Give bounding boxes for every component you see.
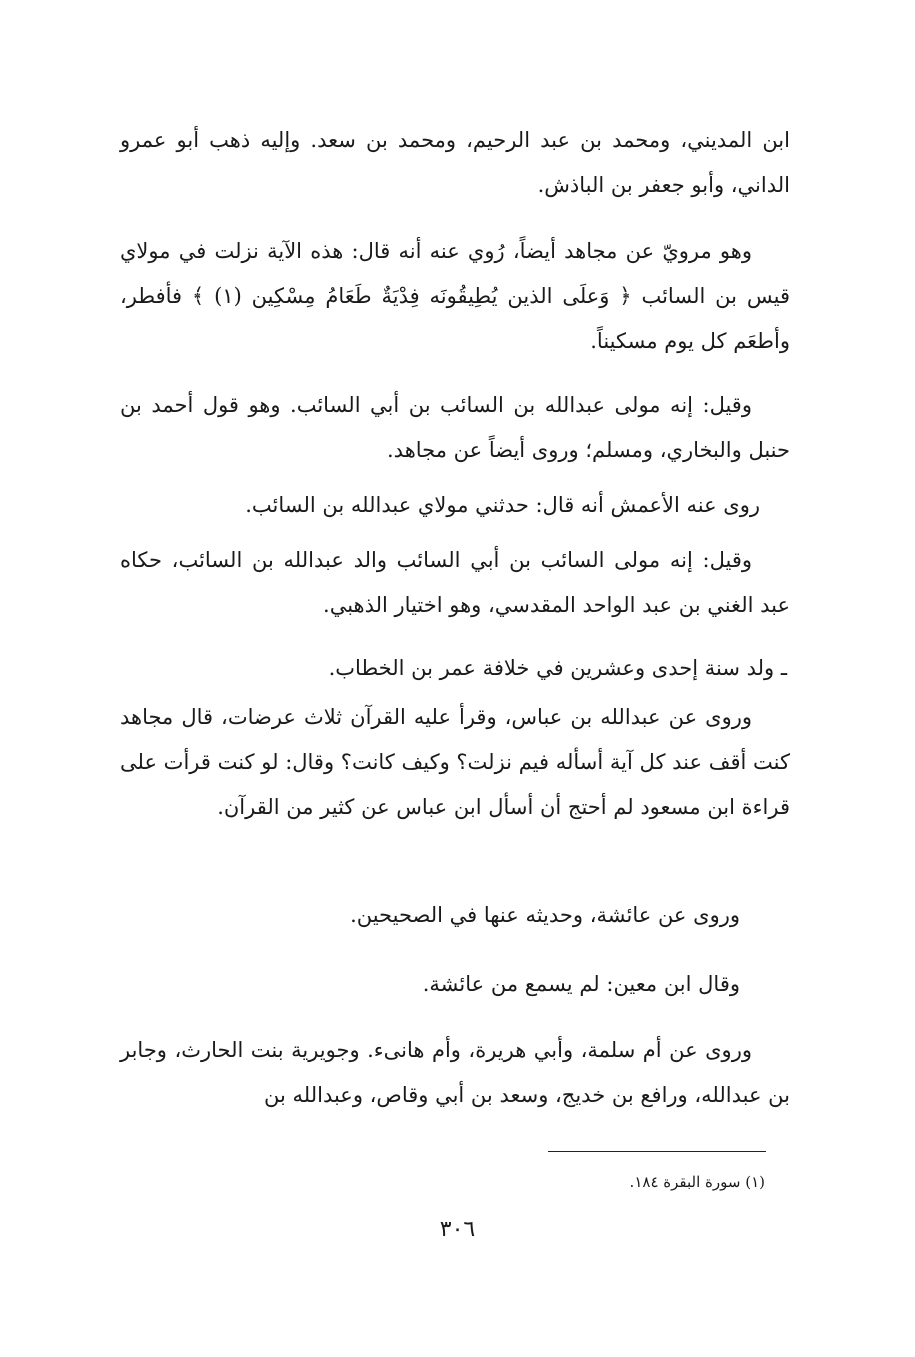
paragraph-1: ابن المديني، ومحمد بن عبد الرحيم، ومحمد بن سعد. وإليه ذهب أبو عمرو الداني، وأبو جعفر بن الباذش. — [120, 128, 790, 197]
page-number: ٣٠٦ — [439, 1217, 476, 1242]
footnote-separator — [548, 1151, 766, 1152]
paragraph-8: وروى عن عائشة، وحديثه عنها في الصحيحين. — [350, 903, 740, 927]
paragraph-4: روى عنه الأعمش أنه قال: حدثني مولاي عبدالله بن السائب. — [245, 493, 760, 517]
paragraph-5: وقيل: إنه مولى السائب بن أبي السائب والد عبدالله بن السائب، حكاه عبد الغني بن عبد الواحد المقدسي، وهو اختيار الذهبي. — [120, 548, 790, 617]
paragraph-2: وهو مرويّ عن مجاهد أيضاً، رُوي عنه أنه قال: هذه الآية نزلت في مولاي قيس بن السائب ﴿ وَعلَى الذين يُطِيقُونَه فِدْيَةٌ طَعَامُ مِسْكِين (١) ﴾ فأفطر، وأطعَم كل يوم مسكيناً. — [120, 239, 790, 353]
paragraph-10: وروى عن أم سلمة، وأبي هريرة، وأم هانىء. وجويرية بنت الحارث، وجابر بن عبدالله، ورافع بن خديج، وسعد بن أبي وقاص، وعبدالله بن — [120, 1038, 790, 1107]
paragraph-9: وقال ابن معين: لم يسمع من عائشة. — [422, 972, 740, 996]
paragraph-6: ـ ولد سنة إحدى وعشرين في خلافة عمر بن الخطاب. — [328, 656, 787, 680]
footnote: (١) سورة البقرة ١٨٤. — [629, 1173, 765, 1191]
paragraph-3: وقيل: إنه مولى عبدالله بن السائب بن أبي السائب. وهو قول أحمد بن حنبل والبخاري، ومسلم؛ وروى أيضاً عن مجاهد. — [120, 393, 790, 462]
paragraph-7: وروى عن عبدالله بن عباس، وقرأ عليه القرآن ثلاث عرضات، قال مجاهد كنت أقف عند كل آية أسأله فيم نزلت؟ وكيف كانت؟ وقال: لو كنت قرأت على قراءة ابن مسعود لم أحتج أن أسأل ابن عباس عن كثير من القرآن. — [120, 705, 790, 819]
